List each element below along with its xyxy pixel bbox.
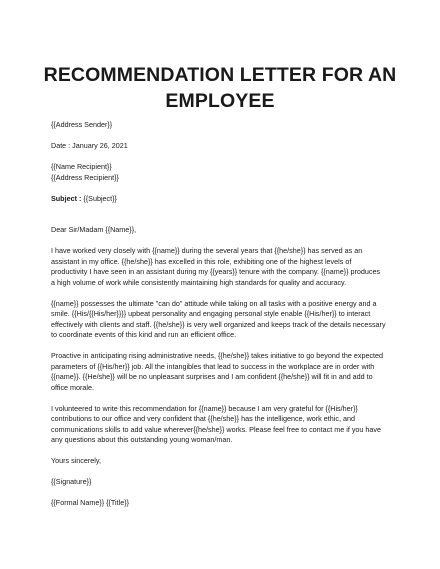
closing: Yours sincerely, bbox=[51, 456, 101, 465]
subject-label: Subject : bbox=[51, 193, 82, 203]
paragraph-line: effectively with clients and staff. {{he/she}} is very well organized and keeps track of the details necessary bbox=[51, 319, 386, 329]
title-line-1: RECOMMENDATION LETTER FOR AN bbox=[43, 64, 397, 86]
paragraph-line: any questions about this outstanding young woman/man. bbox=[51, 435, 233, 444]
paragraph-line: {{name}} possesses the ultimate "can do" attitude while taking on all tasks with a positive energy and a bbox=[51, 298, 377, 308]
paragraph-line: assistant in my office. {{he/she}} has excelled in this role, exhibiting one of the highest levels of bbox=[51, 256, 352, 266]
subject-line bbox=[51, 194, 401, 205]
paragraph-line: productivity I have seen in an assistant during my {{years}} tenure with the company. {{name}} produces bbox=[51, 267, 381, 276]
paragraph-line: parameters of {{His/her}} job. All the intangibles that lead to success in the workplace are in order with bbox=[51, 361, 375, 371]
paragraph-4 bbox=[51, 404, 401, 446]
paragraph-line: I volunteered to write this recommendation for {{name}} because I am very grateful for {{His/her}} bbox=[51, 403, 358, 413]
paragraph-1 bbox=[51, 246, 401, 288]
paragraph-line: I have worked very closely with {{name}} during the several years that {{he/she}} has served as an bbox=[51, 246, 363, 255]
salutation: Dear Sir/Madam {{Name}}, bbox=[51, 225, 137, 234]
signature: {{Signature}} bbox=[51, 477, 92, 486]
paragraph-line: Proactive in anticipating rising administrative needs, {{he/she}} takes initiative to go beyond the expected bbox=[51, 351, 384, 360]
paragraph-line: contributions to our office and very confident that {{he/she}} has the intelligence, work ethic, and bbox=[51, 414, 355, 423]
paragraph-3 bbox=[51, 351, 401, 393]
paragraph-line: {{name}}. {{He/she}} will be no unpleasant surprises and I am confident {{he/she}} will fit in and add to bbox=[51, 372, 373, 381]
letter-title bbox=[40, 62, 400, 114]
letter-body bbox=[51, 120, 401, 509]
paragraph-line: smile. {{His/{{His/her}}}} upbeat personality and engaging personal style enable {{His/her}} to interact bbox=[51, 309, 371, 318]
paragraph-line: a high volume of work while consistently maintaining high standards for quality and accuracy. bbox=[51, 277, 347, 287]
paragraph-line: to coordinate events of this kind and run an efficient office. bbox=[51, 330, 237, 339]
paragraph-line: communications skills to add value wherever{{he/she}} works. Please feel free to contact me if you have bbox=[51, 424, 382, 434]
letter-date: Date : January 26, 2021 bbox=[51, 141, 128, 150]
address-sender: {{Address Sender}} bbox=[51, 120, 113, 129]
paragraph-2 bbox=[51, 299, 401, 341]
name-recipient: {{Name Recipient}} bbox=[51, 162, 112, 171]
formal-name-title: {{Formal Name}} {{Title}} bbox=[51, 498, 130, 507]
paragraph-line: office morale. bbox=[51, 382, 95, 392]
title-line-2: EMPLOYEE bbox=[165, 90, 275, 112]
subject-value: {{Subject}} bbox=[81, 193, 117, 203]
address-recipient: {{Address Recipient}} bbox=[51, 172, 119, 182]
